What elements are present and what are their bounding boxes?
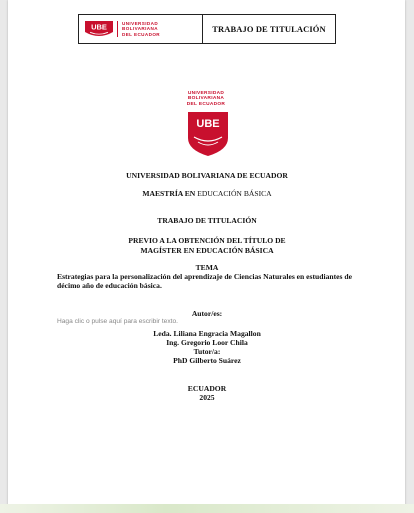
program-prefix: MAESTRÍA EN	[142, 189, 196, 198]
header-title: TRABAJO DE TITULACIÓN	[212, 24, 326, 34]
header-logo-divider	[117, 21, 118, 37]
tutor-label: Tutor/a:	[193, 347, 221, 356]
header-logo-name-line1: UNIVERSIDAD	[122, 21, 159, 27]
tutor-name: PhD Gilberto Suárez	[173, 356, 241, 365]
bottom-status-band	[0, 504, 414, 513]
header-logo-text: UBE	[91, 22, 107, 32]
text-placeholder-field[interactable]: Haga clic o pulse aquí para escribir texto.	[57, 318, 178, 325]
header-logo-name	[122, 21, 160, 37]
topic-text: Estrategias para la personalización del aprendizaje de Ciencias Naturales en estudiantes de décimo año de educación básica.	[57, 272, 352, 291]
university-shield-icon	[188, 112, 228, 156]
document-page	[8, 0, 405, 513]
logo-name-line3: DEL ECUADOR	[186, 101, 226, 107]
year: 2025	[199, 393, 215, 402]
university-logo-name	[176, 91, 236, 107]
prior-line-2: MAGÍSTER EN EDUCACIÓN BÁSICA	[140, 246, 274, 255]
header-logo	[79, 15, 203, 43]
ube-logo-icon	[85, 21, 113, 38]
country: ECUADOR	[187, 384, 227, 393]
topic-label: TEMA	[195, 263, 219, 272]
logo-name-line1: UNIVERSIDAD	[187, 91, 225, 96]
work-title: TRABAJO DE TITULACIÓN	[157, 216, 257, 225]
prior-line-1: PREVIO A LA OBTENCIÓN DEL TÍTULO DE	[128, 236, 286, 245]
author-1: Leda. Liliana Engracia Magallon	[153, 329, 261, 338]
page-header	[78, 14, 336, 44]
header-logo-name-line3: DEL ECUADOR	[122, 31, 161, 37]
program-line	[0, 189, 414, 198]
header-logo-name-line2: BOLIVARIANA	[122, 26, 158, 32]
logo-name-line2: BOLIVARIANA	[187, 96, 225, 102]
shield-logo-text: UBE	[196, 118, 220, 130]
authors-label: Autor/es:	[191, 309, 223, 318]
university-name: UNIVERSIDAD BOLIVARIANA DE ECUADOR	[126, 171, 288, 180]
program-name: EDUCACIÓN BÁSICA	[197, 189, 272, 198]
author-2: Ing. Gregorio Loor Chila	[166, 338, 248, 347]
